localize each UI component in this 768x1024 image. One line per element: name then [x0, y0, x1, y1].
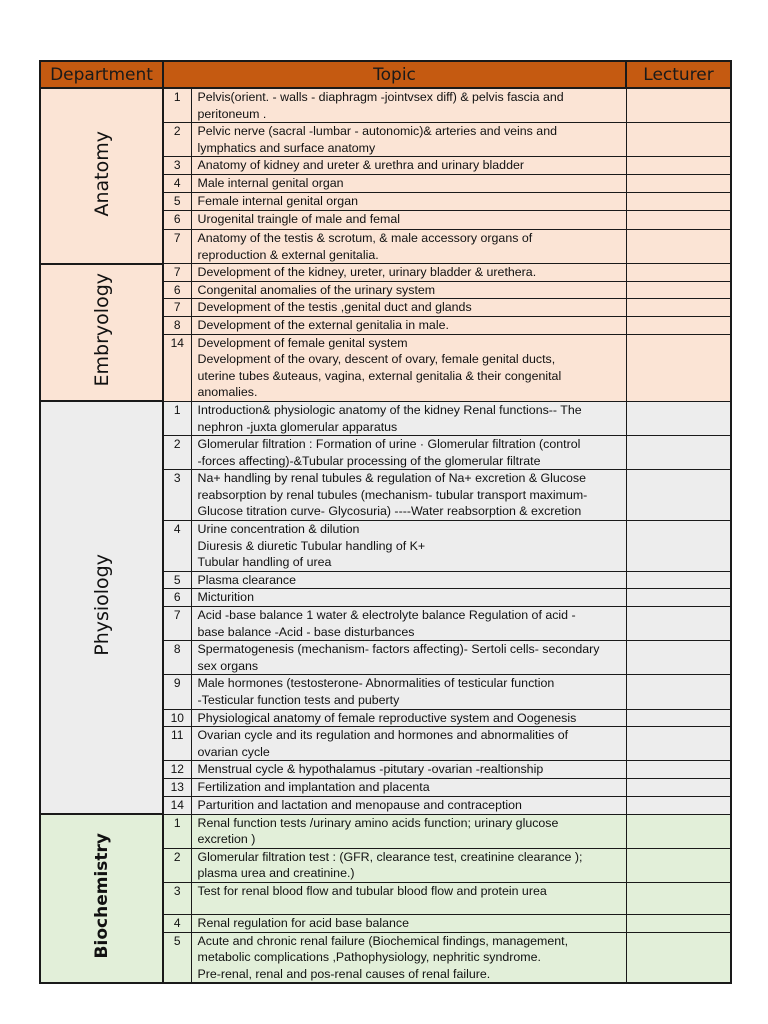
topic-cell: Test for renal blood flow and tubular blood flow and protein urea [191, 882, 626, 914]
topic-cell: Acute and chronic renal failure (Biochemical findings, management, metabolic complications ,Pathophysiology, nephritic syndrome. Pre-renal, renal and pos-renal causes of renal failure. [191, 932, 626, 983]
lecturer-cell [626, 589, 731, 607]
topic-cell: Pelvic nerve (sacral -lumbar - autonomic)& arteries and veins and lymphatics and surface anatomy [191, 123, 626, 157]
lecturer-cell [626, 914, 731, 932]
lecturer-header: Lecturer [626, 61, 731, 88]
lecture-number: 11 [163, 727, 191, 761]
lecturer-cell [626, 123, 731, 157]
topic-cell: Congenital anomalies of the urinary system [191, 281, 626, 299]
lecturer-cell [626, 848, 731, 882]
topic-cell: Development of the kidney, ureter, urinary bladder & urethera. [191, 264, 626, 282]
department-cell-embryology [40, 264, 163, 402]
lecture-number: 4 [163, 174, 191, 192]
department-cell-biochemistry [40, 814, 163, 983]
department-header: Department [40, 61, 163, 88]
lecture-number: 8 [163, 641, 191, 675]
topic-cell: Introduction& physiologic anatomy of the kidney Renal functions-- The nephron -juxta glomerular apparatus [191, 401, 626, 435]
table-body [40, 88, 731, 983]
lecturer-cell [626, 88, 731, 123]
lecture-number: 3 [163, 470, 191, 521]
lecture-number: 6 [163, 589, 191, 607]
lecture-number: 2 [163, 123, 191, 157]
topic-cell: Menstrual cycle & hypothalamus -pitutary -ovarian -realtionship [191, 761, 626, 779]
lecture-number: 2 [163, 848, 191, 882]
table-row [40, 88, 731, 123]
topic-cell: Micturition [191, 589, 626, 607]
lecture-number: 2 [163, 436, 191, 470]
lecture-number: 7 [163, 607, 191, 641]
lecture-number: 6 [163, 210, 191, 229]
lecture-number: 7 [163, 299, 191, 317]
department-label: Biochemistry [91, 833, 112, 959]
topic-cell: Female internal genital organ [191, 192, 626, 210]
lecturer-cell [626, 709, 731, 727]
lecturer-cell [626, 727, 731, 761]
lecturer-cell [626, 401, 731, 435]
lecturer-cell [626, 814, 731, 848]
lecture-number: 6 [163, 281, 191, 299]
topic-cell: Ovarian cycle and its regulation and hormones and abnormalities of ovarian cycle [191, 727, 626, 761]
topic-cell: Acid -base balance 1 water & electrolyte balance Regulation of acid - base balance -Acid - base disturbances [191, 607, 626, 641]
lecturer-cell [626, 607, 731, 641]
lecturer-cell [626, 264, 731, 282]
lecturer-cell [626, 761, 731, 779]
topic-header: Topic [163, 61, 626, 88]
topic-cell: Urine concentration & dilution Diuresis & diuretic Tubular handling of K+ Tubular handling of urea [191, 521, 626, 572]
lecture-number: 7 [163, 264, 191, 282]
lecture-number: 12 [163, 761, 191, 779]
department-label: Embryology [90, 273, 113, 387]
lecture-number: 5 [163, 571, 191, 589]
lecturer-cell [626, 778, 731, 796]
lecturer-cell [626, 571, 731, 589]
department-label: Anatomy [90, 130, 113, 217]
lecture-number: 7 [163, 229, 191, 263]
lecture-number: 5 [163, 192, 191, 210]
lecture-number: 5 [163, 932, 191, 983]
lecturer-cell [626, 299, 731, 317]
curriculum-table [39, 60, 732, 984]
lecture-number: 8 [163, 316, 191, 334]
lecturer-cell [626, 675, 731, 709]
topic-cell: Na+ handling by renal tubules & regulation of Na+ excretion & Glucose reabsorption by renal tubules (mechanism- tubular transport maximum- Glucose titration curve- Glycosuria) ----Water reabsorption & excretion [191, 470, 626, 521]
lecturer-cell [626, 174, 731, 192]
lecturer-cell [626, 882, 731, 914]
topic-cell: Anatomy of the testis & scrotum, & male accessory organs of reproduction & external genitalia. [191, 229, 626, 263]
lecturer-cell [626, 157, 731, 175]
lecture-number: 9 [163, 675, 191, 709]
lecturer-cell [626, 932, 731, 983]
lecture-number: 1 [163, 401, 191, 435]
topic-cell: Fertilization and implantation and placenta [191, 778, 626, 796]
topic-cell: Urogenital traingle of male and femal [191, 210, 626, 229]
lecturer-cell [626, 796, 731, 814]
topic-cell: Anatomy of kidney and ureter & urethra and urinary bladder [191, 157, 626, 175]
lecturer-cell [626, 192, 731, 210]
table-row [40, 401, 731, 435]
topic-cell: Renal function tests /urinary amino acids function; urinary glucose excretion ) [191, 814, 626, 848]
lecture-number: 4 [163, 914, 191, 932]
lecturer-cell [626, 210, 731, 229]
lecture-number: 1 [163, 814, 191, 848]
topic-cell: Parturition and lactation and menopause and contraception [191, 796, 626, 814]
department-cell-anatomy [40, 88, 163, 264]
lecture-number: 14 [163, 796, 191, 814]
lecture-number: 13 [163, 778, 191, 796]
lecturer-cell [626, 641, 731, 675]
department-cell-physiology [40, 401, 163, 814]
lecturer-cell [626, 229, 731, 263]
topic-cell: Development of the external genitalia in male. [191, 316, 626, 334]
lecturer-cell [626, 521, 731, 572]
lecturer-cell [626, 281, 731, 299]
topic-cell: Pelvis(orient. - walls - diaphragm -jointvsex diff) & pelvis fascia and peritoneum . [191, 88, 626, 123]
lecture-number: 3 [163, 882, 191, 914]
department-label: Physiology [90, 554, 113, 657]
lecturer-cell [626, 334, 731, 401]
lecturer-cell [626, 470, 731, 521]
lecturer-cell [626, 436, 731, 470]
topic-cell: Renal regulation for acid base balance [191, 914, 626, 932]
topic-cell: Glomerular filtration test : (GFR, clearance test, creatinine clearance ); plasma urea and creatinine.) [191, 848, 626, 882]
topic-cell: Male hormones (testosterone- Abnormalities of testicular function -Testicular function tests and puberty [191, 675, 626, 709]
lecture-number: 4 [163, 521, 191, 572]
topic-cell: Plasma clearance [191, 571, 626, 589]
table-row [40, 264, 731, 282]
topic-cell: Development of female genital system Development of the ovary, descent of ovary, female genital ducts, uterine tubes &uteaus, vagina, external genitalia & their congenital anomalies. [191, 334, 626, 401]
topic-cell: Development of the testis ,genital duct and glands [191, 299, 626, 317]
lecture-number: 1 [163, 88, 191, 123]
lecturer-cell [626, 316, 731, 334]
topic-cell: Physiological anatomy of female reproductive system and Oogenesis [191, 709, 626, 727]
lecture-number: 14 [163, 334, 191, 401]
table-row [40, 814, 731, 848]
header-row [40, 61, 731, 88]
topic-cell: Spermatogenesis (mechanism- factors affecting)- Sertoli cells- secondary sex organs [191, 641, 626, 675]
topic-cell: Glomerular filtration : Formation of urine · Glomerular filtration (control -forces affecting)-&Tubular processing of the glomerular filtrate [191, 436, 626, 470]
lecture-number: 3 [163, 157, 191, 175]
lecture-number: 10 [163, 709, 191, 727]
topic-cell: Male internal genital organ [191, 174, 626, 192]
